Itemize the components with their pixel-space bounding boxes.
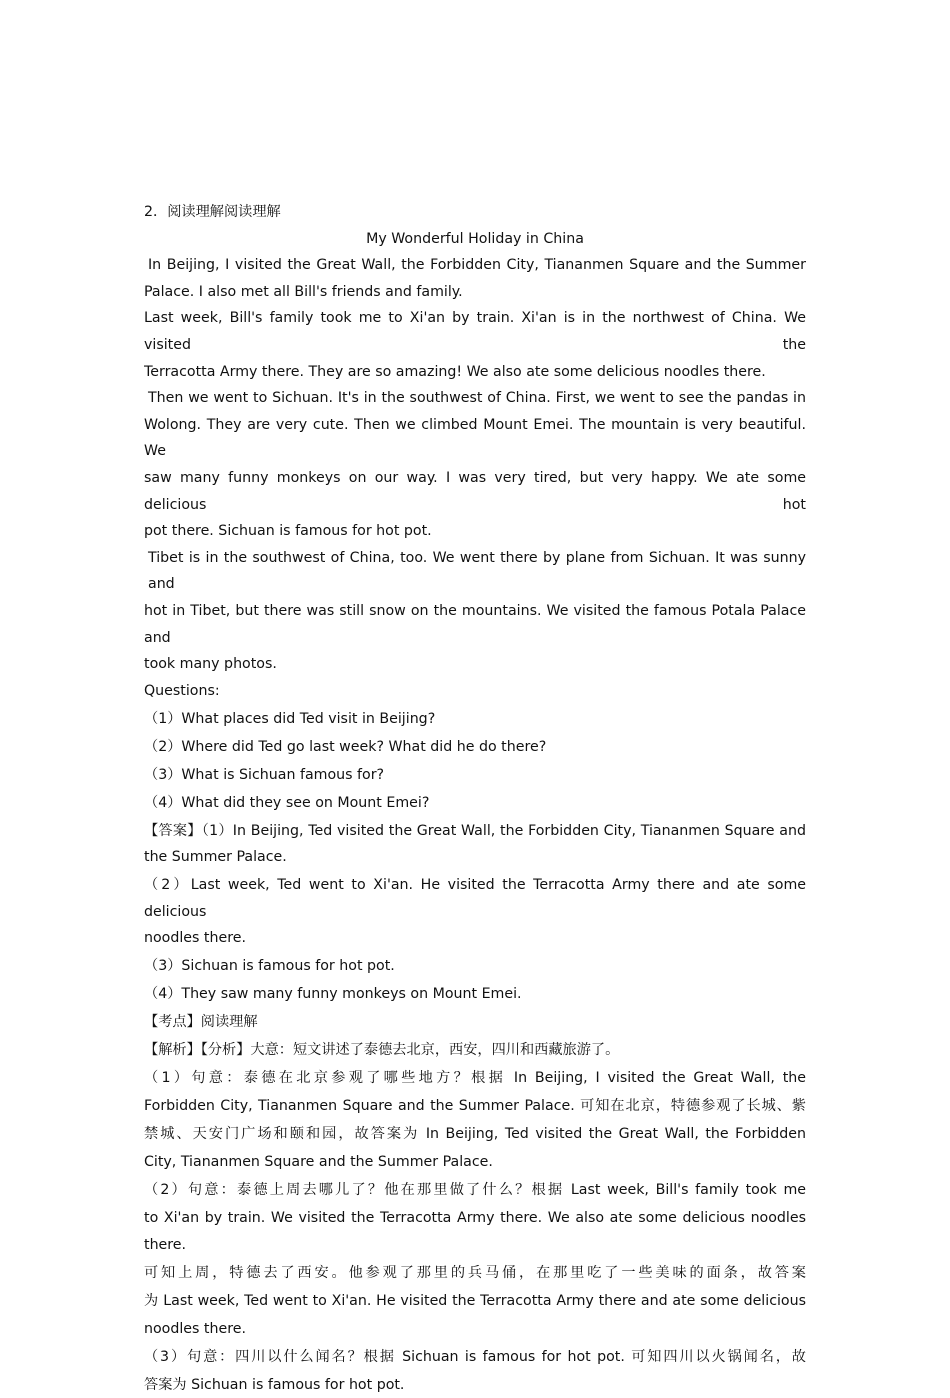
passage-line: pot there. Sichuan is famous for hot pot. bbox=[144, 523, 432, 540]
answer-line: 【答案】（1）In Beijing, Ted visited the Great Wall, the Forbidden City, Tiananmen Square and bbox=[144, 822, 806, 839]
analysis-line: 答案为 Sichuan is famous for hot pot. bbox=[144, 1376, 405, 1393]
question-item: （1）What places did Ted visit in Beijing? bbox=[144, 710, 436, 727]
analysis-line: noodles there. bbox=[144, 1320, 246, 1337]
analysis-line: Forbidden City, Tiananmen Square and the Summer Palace. 可知在北京，特德参观了长城、紫 bbox=[144, 1098, 806, 1115]
analysis-line: 为 Last week, Ted went to Xi'an. He visited the Terracotta Army there and ate some delicious bbox=[144, 1292, 806, 1309]
passage-line: Tibet is in the southwest of China, too. We went there by plane from Sichuan. It was sunny and bbox=[148, 549, 806, 593]
passage-title: My Wonderful Holiday in China bbox=[366, 230, 584, 247]
passage-line: Wolong. They are very cute. Then we climbed Mount Emei. The mountain is very beautiful. We bbox=[144, 416, 806, 460]
question-item: （3）What is Sichuan famous for? bbox=[144, 766, 385, 783]
answer-line: the Summer Palace. bbox=[144, 849, 287, 866]
passage-line: Palace. I also met all Bill's friends and family. bbox=[144, 283, 463, 300]
analysis-line: （1）句意：泰德在北京参观了哪些地方？根据 In Beijing, I visited the Great Wall, the bbox=[144, 1070, 806, 1087]
passage-line: took many photos. bbox=[144, 656, 277, 673]
analysis-line: 可知上周，特德去了西安。他参观了那里的兵马俑，在那里吃了一些美味的面条，故答案 bbox=[144, 1264, 806, 1281]
analysis-line: to Xi'an by train. We visited the Terracotta Army there. We also ate some delicious noodles there. bbox=[144, 1210, 806, 1253]
question-item: （4）What did they see on Mount Emei? bbox=[144, 794, 430, 811]
passage-line: Then we went to Sichuan. It's in the southwest of China. First, we went to see the pandas in bbox=[148, 390, 806, 407]
passage-line: hot in Tibet, but there was still snow on the mountains. We visited the famous Potala Palace and bbox=[144, 602, 806, 646]
questions-label: Questions: bbox=[144, 682, 220, 699]
question-list bbox=[144, 706, 806, 817]
answer-line: （4）They saw many funny monkeys on Mount Emei. bbox=[144, 986, 522, 1003]
answer-line: （2）Last week, Ted went to Xi'an. He visited the Terracotta Army there and ate some delicious bbox=[144, 877, 806, 920]
answer-line: noodles there. bbox=[144, 930, 246, 947]
passage-line: In Beijing, I visited the Great Wall, the Forbidden City, Tiananmen Square and the Summer bbox=[148, 257, 806, 274]
analysis-line: （2）句意：泰德上周去哪儿了？他在那里做了什么？根据 Last week, Bill's family took me bbox=[144, 1182, 806, 1199]
kaodian-label: 【考点】阅读理解 bbox=[144, 1014, 258, 1031]
question-number-title: 2．阅读理解阅读理解 bbox=[144, 204, 281, 220]
passage-line: Terracotta Army there. They are so amazing! We also ate some delicious noodles there. bbox=[144, 363, 766, 380]
answer-section bbox=[144, 818, 806, 1008]
analysis-line: City, Tiananmen Square and the Summer Palace. bbox=[144, 1154, 493, 1171]
answer-line: （3）Sichuan is famous for hot pot. bbox=[144, 958, 395, 975]
question-item: （2）Where did Ted go last week? What did he do there? bbox=[144, 738, 547, 755]
passage bbox=[144, 252, 806, 678]
passage-line: Last week, Bill's family took me to Xi'an by train. Xi'an is in the northwest of China. We visited the bbox=[144, 310, 806, 353]
analysis-line: （3）句意：四川以什么闻名？根据 Sichuan is famous for hot pot. 可知四川以火锅闻名，故 bbox=[144, 1348, 806, 1365]
analysis-line: 禁城、天安门广场和颐和园，故答案为 In Beijing, Ted visited the Great Wall, the Forbidden bbox=[144, 1126, 806, 1143]
document-page bbox=[144, 199, 806, 1398]
analysis-line: 【解析】【分析】大意：短文讲述了泰德去北京，西安，四川和西藏旅游了。 bbox=[144, 1042, 620, 1059]
passage-line: saw many funny monkeys on our way. I was very tired, but very happy. We ate some delicious hot bbox=[144, 469, 806, 513]
